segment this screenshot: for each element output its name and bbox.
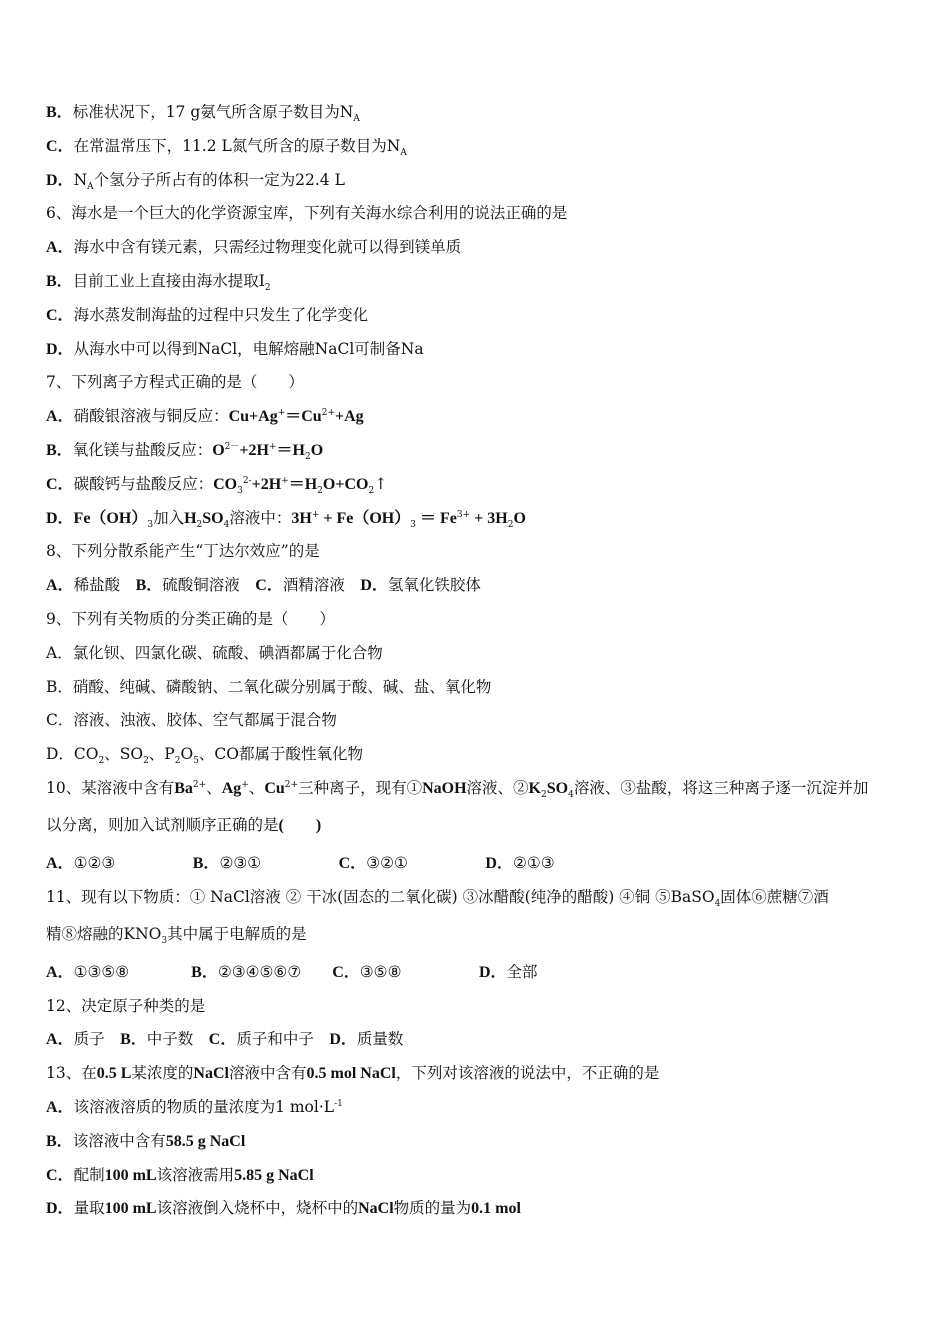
text-line — [46, 439, 916, 473]
text-line — [46, 1028, 916, 1062]
text-segment: 3+ — [456, 509, 471, 520]
text-line — [46, 169, 916, 203]
text-segment: C． — [208, 1031, 237, 1049]
text-segment: 该溶液中含有 — [72, 1131, 166, 1150]
text-segment: 2 — [196, 519, 203, 530]
text-segment: 2+ — [321, 408, 335, 419]
text-segment: 2+ — [192, 779, 207, 790]
text-segment: 100 mL — [104, 1166, 157, 1184]
text-line — [46, 961, 916, 995]
text-segment: + Fe（OH） — [319, 509, 411, 527]
text-segment: D． — [46, 1200, 74, 1218]
text-segment: 溶液中： — [229, 508, 292, 527]
text-segment: NaOH — [422, 779, 467, 797]
text-segment: +2H — [239, 441, 269, 459]
text-segment: D． — [485, 854, 513, 872]
text-line — [46, 1062, 916, 1096]
text-segment: 5.85 g NaCl — [234, 1166, 314, 1184]
text-segment: B．硝酸、纯碱、磷酸钠、二氧化碳分别属于酸、碱、盐、氧化物 — [46, 677, 492, 696]
text-segment: A． — [46, 408, 74, 426]
text-segment: C． — [46, 137, 74, 155]
text-line — [46, 405, 916, 439]
text-segment: 3 — [237, 485, 243, 496]
text-segment: 7、下列离子方程式正确的是（ ） — [46, 373, 304, 392]
text-line — [46, 995, 916, 1029]
text-segment: B． — [192, 854, 220, 872]
text-segment: D．CO — [46, 745, 99, 764]
text-segment: ②①③ — [512, 853, 555, 872]
text-line — [46, 371, 916, 405]
document-body — [46, 101, 916, 1231]
text-segment: B． — [46, 272, 73, 290]
text-segment: 100 mL — [104, 1200, 157, 1218]
text-segment: 氧化镁与盐酸反应： — [72, 440, 213, 459]
text-segment: 2 — [98, 756, 105, 767]
text-segment: ↑ — [374, 474, 388, 493]
text-segment: 、CO都属于酸性氧化物 — [198, 745, 363, 764]
text-segment: ②③④⑤⑥⑦ — [217, 962, 333, 981]
text-segment: +Ag — [335, 408, 364, 426]
text-segment: 、 — [206, 778, 222, 797]
text-segment: D． — [360, 577, 388, 595]
text-segment: + 3H — [470, 509, 508, 527]
text-line — [46, 1096, 916, 1130]
text-segment: A — [400, 147, 407, 158]
text-line — [46, 135, 916, 169]
text-segment: 量取 — [73, 1199, 105, 1218]
text-segment: A．氯化钡、四氯化碳、硫酸、碘酒都属于化合物 — [46, 643, 383, 662]
text-segment: C． — [255, 577, 283, 595]
text-segment: N — [73, 170, 88, 189]
text-line — [46, 608, 916, 642]
text-segment: C． — [46, 475, 74, 493]
text-segment: B． — [46, 1132, 73, 1150]
text-segment: 4 — [223, 519, 230, 530]
text-line — [46, 507, 916, 541]
text-segment: ①②③ — [73, 853, 193, 872]
text-segment: C． — [332, 963, 360, 981]
text-segment: 4 — [714, 898, 721, 909]
text-segment: ③⑤⑧ — [359, 962, 479, 981]
text-line — [46, 270, 916, 304]
text-segment: 13、在 — [46, 1064, 97, 1083]
text-segment: A． — [46, 1031, 74, 1049]
text-segment: 溶液、③盐酸，将这三种离子逐一沉淀并加 — [573, 778, 869, 797]
text-segment: 0.1 mol — [471, 1200, 521, 1218]
text-segment: 海水中含有镁元素，只需经过物理变化就可以得到镁单质 — [73, 238, 462, 257]
text-line — [46, 540, 916, 574]
text-segment: D． — [478, 963, 507, 981]
text-segment: -1 — [334, 1098, 343, 1109]
text-segment: 碳酸钙与盐酸反应： — [73, 474, 214, 493]
text-segment: A — [353, 114, 360, 125]
text-segment: 加入 — [153, 508, 185, 527]
text-line — [46, 236, 916, 270]
text-segment: 0.5 mol NaCl — [306, 1065, 396, 1083]
text-segment: NaCl — [193, 1065, 229, 1083]
text-segment: 4 — [568, 790, 574, 801]
text-segment: O — [212, 441, 225, 459]
text-segment: 质子 — [73, 1030, 121, 1049]
text-segment: 3H — [291, 509, 312, 527]
text-segment: 、P — [148, 745, 175, 764]
text-segment: SO — [202, 509, 224, 527]
text-segment: B． — [46, 104, 73, 121]
text-line — [46, 743, 916, 777]
text-segment: 6、海水是一个巨大的化学资源宝库，下列有关海水综合利用的说法正确的是 — [46, 204, 568, 223]
text-segment: D． — [329, 1031, 357, 1049]
text-segment: 9、下列有关物质的分类正确的是（ ） — [46, 609, 335, 628]
text-line — [46, 473, 916, 507]
text-segment: NaCl — [358, 1200, 394, 1218]
text-segment: D．Fe（OH） — [46, 509, 148, 527]
text-segment: 固体⑥蔗糖⑦酒 — [720, 887, 829, 906]
text-segment: 某浓度的 — [131, 1064, 194, 1083]
text-segment: K — [528, 779, 541, 797]
text-segment: A． — [46, 963, 74, 981]
text-line — [46, 202, 916, 236]
text-line — [46, 852, 916, 886]
text-segment: 其中属于电解质的是 — [167, 925, 307, 944]
text-line — [46, 1130, 916, 1164]
text-segment: B． — [135, 577, 163, 595]
text-segment: 3 — [147, 519, 154, 530]
text-segment: CO — [213, 475, 238, 493]
text-line — [46, 709, 916, 743]
text-line — [46, 777, 916, 815]
text-segment: 质子和中子 — [236, 1030, 330, 1049]
text-segment: B． — [46, 441, 73, 459]
text-segment: O — [310, 441, 324, 459]
text-segment: 2 — [174, 756, 181, 767]
text-segment: ①③⑤⑧ — [73, 962, 192, 981]
text-line — [46, 814, 916, 852]
text-segment: 10、某溶液中含有 — [46, 778, 175, 797]
text-segment: O — [513, 509, 526, 527]
text-segment: + — [268, 441, 277, 452]
text-segment: 硫酸铜溶液 — [162, 576, 256, 595]
text-segment: Ba — [174, 779, 193, 797]
text-segment: 三种离子，现有① — [298, 778, 423, 797]
text-segment: O — [180, 745, 194, 764]
text-segment: 2+ — [284, 779, 299, 790]
text-segment: B． — [120, 1031, 147, 1049]
text-segment: A． — [46, 239, 74, 257]
text-segment: C． — [46, 1166, 74, 1184]
text-segment: ＝H — [276, 441, 305, 459]
text-segment: 溶液中含有 — [228, 1064, 307, 1083]
text-segment: 酒精溶液 — [282, 576, 361, 595]
text-segment: + — [277, 408, 286, 419]
text-segment: 以分离，则加入试剂顺序正确的是 — [46, 816, 279, 835]
text-segment: D． — [46, 171, 74, 189]
text-segment: SO — [546, 779, 569, 797]
text-segment: 质量数 — [356, 1030, 404, 1049]
text-segment: 2 — [368, 485, 375, 496]
text-segment: 2 — [304, 452, 311, 463]
text-segment: 硝酸银溶液与铜反应： — [73, 407, 229, 426]
text-segment: 氢氧化铁胶体 — [387, 576, 481, 595]
text-segment: Ag — [221, 779, 242, 797]
text-segment: 从海水中可以得到NaCl，电解熔融NaCl可制备Na — [73, 339, 424, 358]
text-segment: D． — [46, 340, 74, 358]
text-line — [46, 338, 916, 372]
text-line — [46, 304, 916, 338]
text-segment: 2- — [242, 475, 252, 486]
text-segment: 8、下列分散系能产生“丁达尔效应”的是 — [46, 542, 320, 561]
text-line — [46, 1164, 916, 1198]
text-segment: 目前工业上直接由海水提取I — [72, 271, 265, 290]
text-line — [46, 1197, 916, 1231]
text-segment: ②③① — [219, 853, 339, 872]
text-segment: 2 — [143, 756, 149, 767]
text-segment: 2 — [507, 519, 514, 530]
text-segment: O+CO — [322, 475, 369, 493]
text-segment: ＝H — [288, 475, 318, 493]
text-segment: 稀盐酸 — [73, 576, 136, 595]
text-segment: Cu+Ag — [228, 408, 278, 426]
text-segment: 58.5 g NaCl — [165, 1132, 246, 1150]
text-segment: A — [87, 181, 94, 192]
text-segment: +2H — [251, 475, 282, 493]
text-segment: 12、决定原子种类的是 — [46, 996, 206, 1015]
text-segment: 海水蒸发制海盐的过程中只发生了化学变化 — [73, 305, 369, 324]
text-segment: 该溶液倒入烧杯中，烧杯中的 — [156, 1199, 359, 1218]
text-segment: 3 — [161, 936, 168, 947]
text-segment: 该溶液溶质的物质的量浓度为1 mol·L — [73, 1097, 335, 1116]
text-segment: ( ) — [278, 817, 322, 835]
text-segment: + — [311, 509, 320, 520]
text-segment: B． — [191, 963, 218, 981]
text-segment: ＝Cu — [285, 408, 322, 426]
text-segment: 0.5 L — [96, 1065, 132, 1083]
text-segment: 精⑧熔融的KNO — [46, 925, 162, 944]
text-line — [46, 676, 916, 710]
text-segment: A． — [46, 854, 74, 872]
text-segment: ＝ Fe — [415, 509, 457, 527]
text-line — [46, 101, 916, 135]
text-segment: 2 — [317, 485, 323, 496]
text-segment: + — [241, 779, 249, 790]
text-segment: 物质的量为 — [393, 1199, 472, 1218]
text-segment: 、SO — [104, 745, 144, 764]
text-segment: A． — [46, 577, 74, 595]
text-segment: 11、现有以下物质：① NaCl溶液 ② 干冰(固态的二氧化碳) ③冰醋酸(纯净的醋酸) ④铜 ⑤BaSO — [46, 887, 715, 906]
text-segment: 3 — [410, 519, 416, 530]
text-line — [46, 574, 916, 608]
text-segment: Cu — [264, 779, 285, 797]
text-segment: 全部 — [506, 962, 538, 981]
text-segment: 在常温常压下，11.2 L氮气所含的原子数目为N — [73, 136, 401, 155]
text-segment: 个氢分子所占有的体积一定为22.4 L — [93, 170, 345, 189]
text-segment: 中子数 — [146, 1030, 209, 1049]
text-segment: + — [281, 475, 289, 486]
text-segment: H — [184, 509, 197, 527]
text-segment: 该溶液需用 — [156, 1165, 235, 1184]
text-segment: 2 — [264, 283, 271, 294]
text-segment: ，下列对该溶液的说法中，不正确的是 — [395, 1064, 660, 1083]
text-line — [46, 642, 916, 676]
text-segment: C． — [46, 306, 74, 324]
text-segment: 、 — [248, 778, 265, 797]
text-segment: 标准状况下，17 g氨气所含原子数目为N — [72, 103, 354, 121]
text-line — [46, 886, 916, 924]
text-segment: 溶液、② — [466, 778, 529, 797]
text-segment: 2 — [541, 790, 547, 801]
text-segment: 配制 — [73, 1165, 105, 1184]
text-segment: 2－ — [224, 441, 240, 452]
text-segment: C． — [338, 854, 367, 872]
text-segment: 5 — [193, 756, 199, 767]
text-line — [46, 923, 916, 961]
text-segment: A． — [46, 1098, 74, 1116]
text-segment: ③②① — [366, 853, 486, 872]
text-segment: C．溶液、浊液、胶体、空气都属于混合物 — [46, 711, 337, 730]
